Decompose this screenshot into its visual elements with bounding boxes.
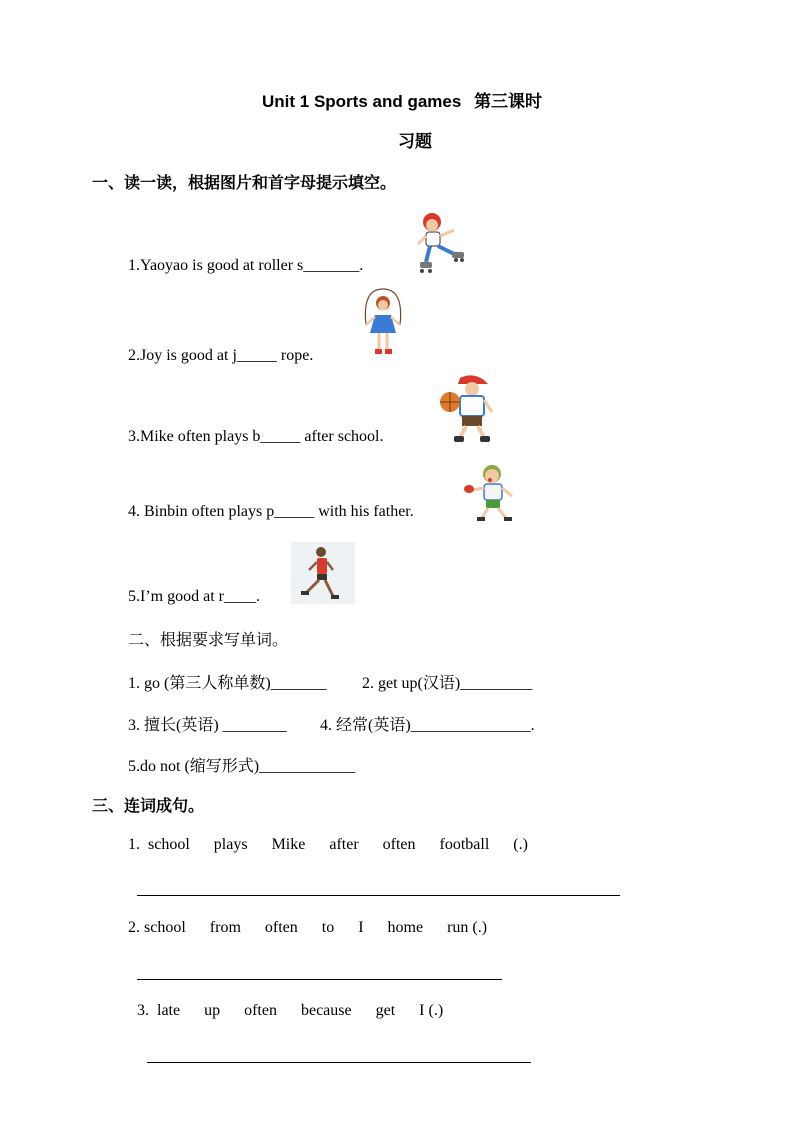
section-1-item-5: 5.I’m good at r____. xyxy=(128,588,260,605)
question-number: 2. xyxy=(128,919,140,936)
section-2-item-2: 2. get up(汉语)_________ xyxy=(362,675,533,692)
word: to xyxy=(321,919,335,936)
word: school xyxy=(148,836,190,853)
section-2-heading: 二、根据要求写单词。 xyxy=(128,630,289,649)
word: late xyxy=(157,1002,181,1019)
word: (.) xyxy=(513,836,528,853)
word: I xyxy=(358,919,364,936)
word: because xyxy=(300,1002,352,1019)
section-3-question-2 xyxy=(128,919,507,937)
section-3-heading: 三、连词成句。 xyxy=(92,796,205,815)
word: run (.) xyxy=(447,919,488,936)
question-number: 3. xyxy=(137,1002,149,1019)
section-1-item-1: 1.Yaoyao is good at roller s_______. xyxy=(128,257,364,274)
word: school xyxy=(144,919,186,936)
page-subtitle: 习题 xyxy=(398,132,432,152)
section-1-item-4: 4. Binbin often plays p_____ with his father. xyxy=(128,503,414,520)
word: get xyxy=(375,1002,396,1019)
jumping-rope-girl-icon xyxy=(358,285,408,361)
word: I (.) xyxy=(419,1002,444,1019)
section-1-item-3: 3.Mike often plays b_____ after school. xyxy=(128,428,384,445)
section-2-item-1: 1. go (第三人称单数)_______ xyxy=(128,675,327,692)
title-chinese: 第三课时 xyxy=(474,92,543,112)
word: often xyxy=(264,919,298,936)
answer-line-1[interactable] xyxy=(137,895,620,896)
section-1-heading: 一、读一读，根据图片和首字母提示填空。 xyxy=(92,173,397,192)
word: up xyxy=(204,1002,221,1019)
title-english: Unit 1 Sports and games xyxy=(262,92,462,111)
answer-line-2[interactable] xyxy=(137,979,502,980)
section-3-question-1 xyxy=(128,836,548,854)
section-1-item-2: 2.Joy is good at j_____ rope. xyxy=(128,347,314,364)
page-title xyxy=(262,87,542,112)
section-3-question-3 xyxy=(137,1002,463,1020)
word: often xyxy=(244,1002,277,1019)
word: often xyxy=(382,836,416,853)
basketball-boy-icon xyxy=(438,372,496,444)
word: plays xyxy=(213,836,248,853)
question-number: 1. xyxy=(128,836,140,853)
running-boy-icon xyxy=(291,542,355,604)
word: football xyxy=(439,836,490,853)
section-2-item-3: 3. 擅长(英语) ________ xyxy=(128,717,287,734)
word: home xyxy=(387,919,424,936)
ping-pong-boy-icon xyxy=(462,462,522,522)
word: Mike xyxy=(271,836,306,853)
roller-skating-boy-icon xyxy=(414,210,470,274)
word: after xyxy=(329,836,359,853)
section-2-item-5: 5.do not (缩写形式)____________ xyxy=(128,758,356,775)
answer-line-3[interactable] xyxy=(147,1062,531,1063)
section-2-item-4: 4. 经常(英语)_______________. xyxy=(320,717,535,734)
word: from xyxy=(209,919,241,936)
